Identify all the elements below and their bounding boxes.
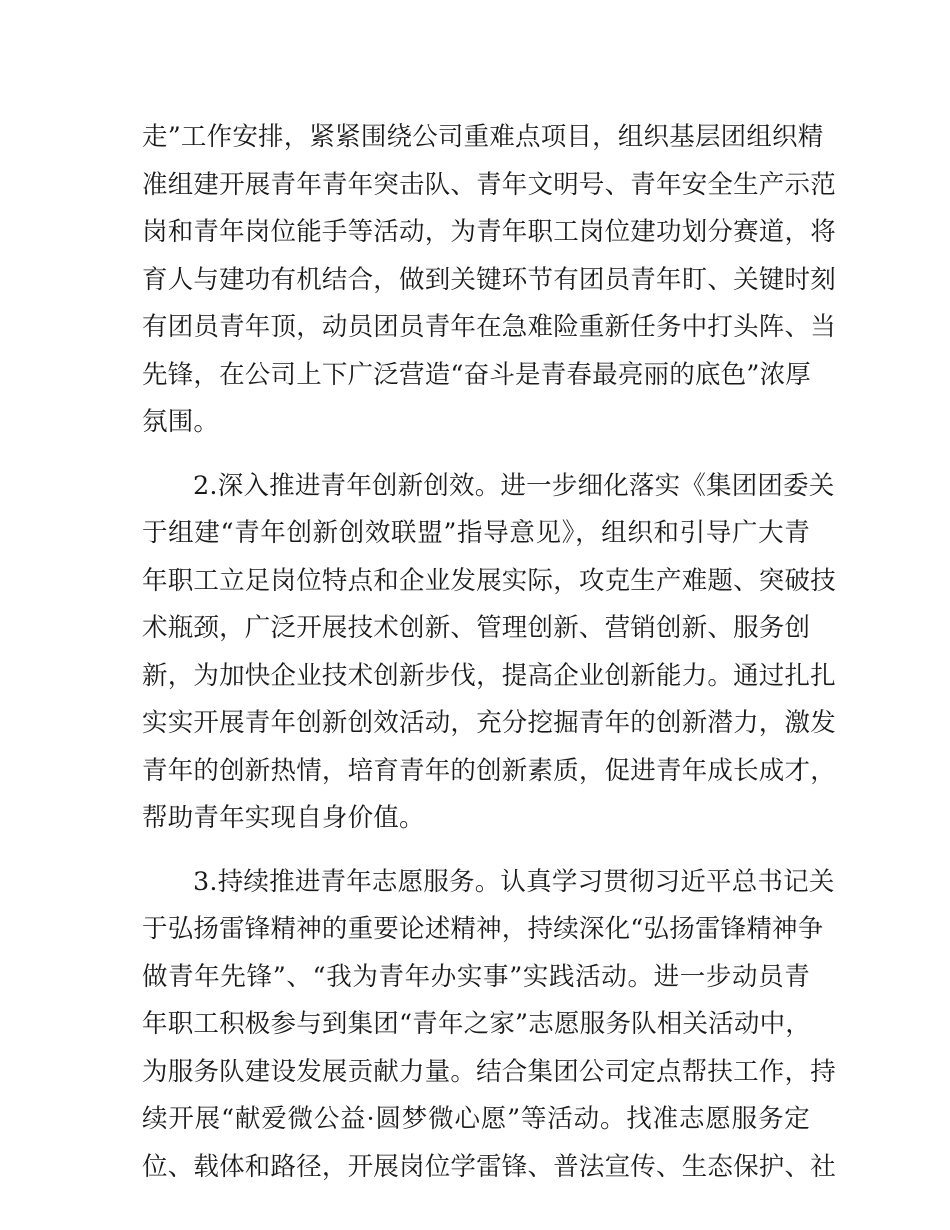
paragraph-youth-commando xyxy=(142,114,836,447)
paragraph-youth-volunteer xyxy=(142,859,836,1192)
text-line: 为服务队建设发展贡献力量。结合集团公司定点帮扶工作，持 xyxy=(142,1056,836,1087)
text-line: 年职工立足岗位特点和企业发展实际，攻克生产难题、突破技 xyxy=(142,565,836,596)
text-line: 术瓶颈，广泛开展技术创新、管理创新、营销创新、服务创 xyxy=(142,613,811,643)
text-line: 走”工作安排，紧紧围绕公司重难点项目，组织基层团组织精 xyxy=(142,122,824,152)
text-line: 育人与建功有机结合，做到关键环节有团员青年盯、关键时刻 xyxy=(142,264,836,295)
text-line: 岗和青年岗位能手等活动，为青年职工岗位建功划分赛道，将 xyxy=(142,217,836,247)
text-line: 做青年先锋”、“我为青年办实事”实践活动。进一步动员青 xyxy=(142,961,810,992)
text-line: 于组建“青年创新创效联盟”指导意见》，组织和引导广大青 xyxy=(142,518,810,548)
text-line: 年职工积极参与到集团“青年之家”志愿服务队相关活动中， xyxy=(142,1009,811,1039)
text-line: 新，为加快企业技术创新步伐，提高企业创新能力。通过扎扎 xyxy=(142,660,836,691)
text-line: 青年的创新热情，培育青年的创新素质，促进青年成长成才， xyxy=(142,755,836,786)
text-line: 于弘扬雷锋精神的重要论述精神，持续深化“弘扬雷锋精神争 xyxy=(142,914,824,944)
document-body xyxy=(142,114,836,1191)
text-line: 3.持续推进青年志愿服务。认真学习贯彻习近平总书记关 xyxy=(193,866,835,897)
text-line: 先锋，在公司上下广泛营造“奋斗是青春最亮丽的底色”浓厚 xyxy=(142,359,811,390)
text-line: 位、载体和路径，开展岗位学雷锋、普法宣传、生态保护、社 xyxy=(142,1151,836,1182)
text-line: 氛围。 xyxy=(142,407,220,437)
text-line: 有团员青年顶，动员团员青年在急难险重新任务中打头阵、当 xyxy=(142,312,836,342)
text-line: 续开展“献爱微公益·圆梦微心愿”等活动。找准志愿服务定 xyxy=(142,1104,810,1134)
text-line: 准组建开展青年青年突击队、青年文明号、青年安全生产示范 xyxy=(142,169,836,200)
paragraph-youth-innovation xyxy=(142,463,836,843)
text-line: 实实开展青年创新创效活动，充分挖掘青年的创新潜力，激发 xyxy=(142,708,836,738)
text-line: 2.深入推进青年创新创效。进一步细化落实《集团团委关 xyxy=(193,470,835,501)
text-line: 帮助青年实现自身价值。 xyxy=(142,803,425,833)
